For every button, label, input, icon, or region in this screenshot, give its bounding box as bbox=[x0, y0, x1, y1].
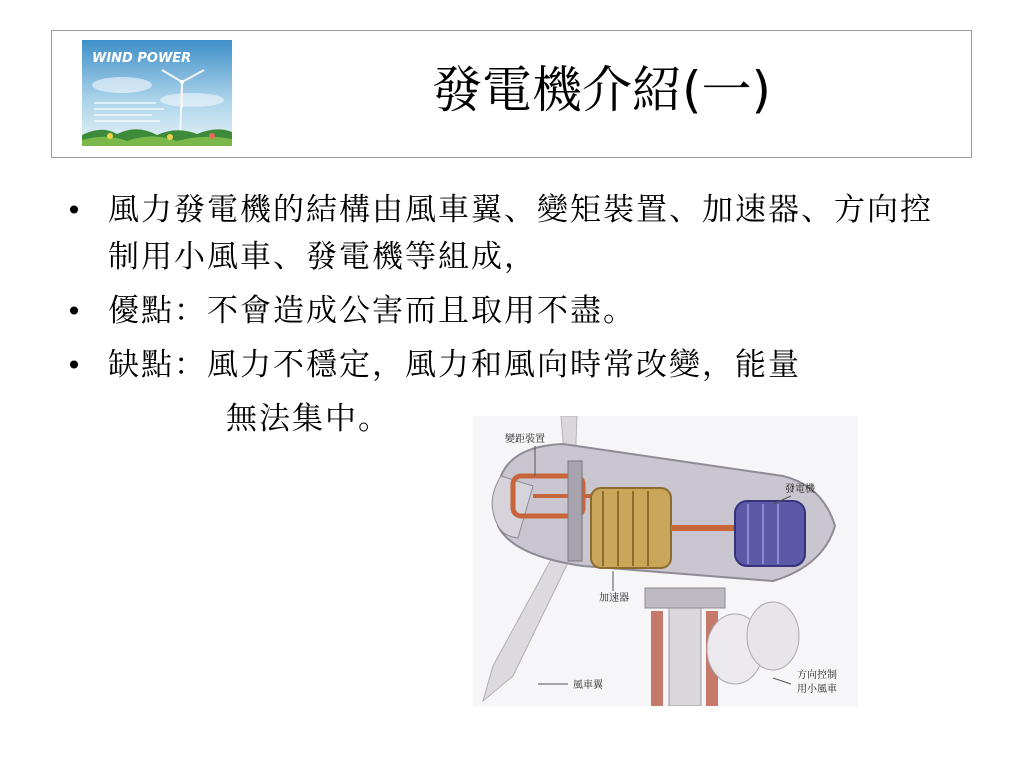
bullet-item-disadvantages bbox=[60, 342, 950, 389]
bullet-text: 優點：不會造成公害而且取用不盡。 bbox=[108, 293, 636, 329]
label-pitch-device: 變距裝置 bbox=[505, 434, 545, 445]
bullet-item-structure bbox=[60, 187, 950, 281]
bullet-list bbox=[60, 187, 950, 443]
wind-power-logo bbox=[82, 40, 232, 146]
svg-text:WIND POWER: WIND POWER bbox=[92, 51, 192, 66]
bullet-text: 風力發電機的結構由風車翼、變矩裝置、加速器、方向控制用小風車、發電機等組成， bbox=[108, 192, 933, 275]
bullet-text: 缺點：風力不穩定，風力和風向時常改變，能量 bbox=[108, 347, 801, 383]
slide-title: 發電機介紹(一) bbox=[431, 61, 771, 119]
label-gearbox: 加速器 bbox=[599, 593, 629, 604]
wind-generator-illustration bbox=[473, 416, 858, 706]
label-direction-control-2: 用小風車 bbox=[797, 684, 837, 695]
title-header bbox=[51, 30, 972, 158]
label-blade: 風車翼 bbox=[573, 680, 603, 691]
label-generator: 發電機 bbox=[785, 484, 815, 495]
wind-generator-diagram bbox=[473, 416, 858, 706]
bullet-item-advantages bbox=[60, 288, 950, 335]
bullet-icon: • bbox=[65, 295, 85, 328]
label-direction-control-1: 方向控制 bbox=[797, 670, 837, 681]
wind-turbine-logo-icon bbox=[82, 40, 232, 146]
bullet-icon: • bbox=[65, 194, 85, 227]
bullet-continuation-text: 無法集中。 bbox=[226, 401, 391, 437]
bullet-icon: • bbox=[65, 349, 85, 382]
